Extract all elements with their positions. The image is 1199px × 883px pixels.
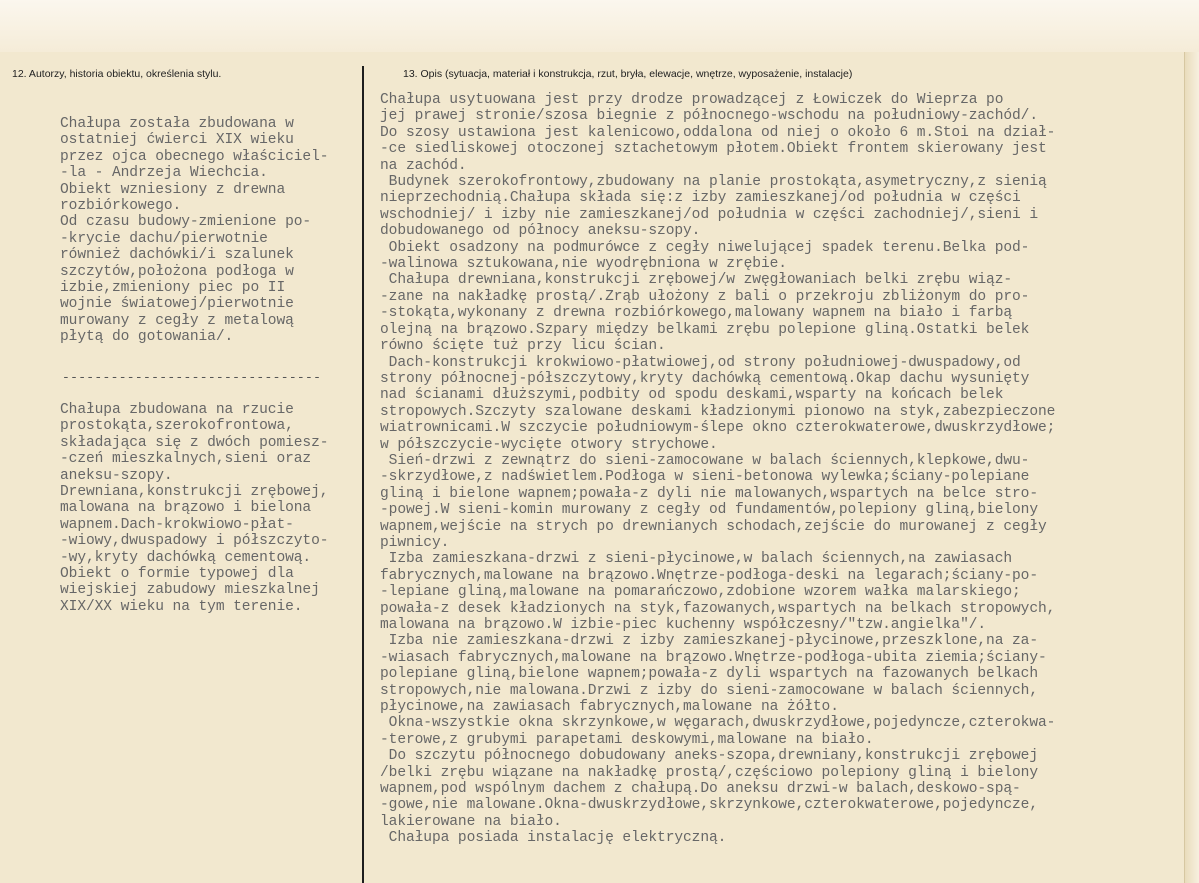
sheet-right-edge: [1184, 52, 1199, 883]
column-divider: [362, 66, 364, 883]
style-text: Chałupa zbudowana na rzucie prostokąta,szerokofrontowa, składająca się z dwóch pomiesz- -czeń mieszkalnych,sieni oraz aneksu-szopy. Drewniana,konstrukcji zrębowej, malowana na brązowo i bielona wapnem.Dach-krokwiowo-płat- -wiowy,dwuspadowy i półszczyto- -wy,kryty dachówką cementową. Obiekt o formie typowej dla wiejskiej zabudowy mieszkalnej XIX/XX wieku na tym terenie.: [60, 402, 329, 615]
section-12-header: 12. Autorzy, historia obiektu, określenia stylu.: [12, 68, 222, 80]
separator-line: --------------------------------: [62, 370, 322, 385]
history-text: Chałupa została zbudowana w ostatniej ćwierci XIX wieku przez ojca obecnego właściciel- -la - Andrzeja Wiechcia. Obiekt wzniesiony z drewna rozbiórkowego. Od czasu budowy-zmienione po- -krycie dachu/pierwotnie również dachówki/i szalunek szczytów,położona podłoga w izbie,zmieniony piec po II wojnie światowej/pierwotnie murowany z cegły z metalową płytą do gotowania/.: [60, 116, 329, 346]
page-top-edge: [0, 0, 1199, 53]
description-text: Chałupa usytuowana jest przy drodze prowadzącej z Łowiczek do Wieprza po jej prawej stronie/szosa biegnie z północnego-wschodu na południowy-zachód/. Do szosy ustawiona jest kalenicowo,oddalona od niej o około 6 m.Stoi na dział- -ce siedliskowej otoczonej sztachetowym płotem.Obiekt frontem skierowany jest na zachód. Budynek szerokofrontowy,zbudowany na planie prostokąta,asymetryczny,z sienią nieprzechodnią.Chałupa składa się:z izby zamieszkanej/od południa w części wschodniej/ i izby nie zamieszkanej/od południa w części zachodniej/,sieni i dobudowanego od północy aneksu-szopy. Obiekt osadzony na podmurówce z cegły niwelującej spadek terenu.Belka pod- -walinowa sztukowana,nie wyodrębniona w zrębie. Chałupa drewniana,konstrukcji zrębowej/w zwęgłowaniach belki zrębu wiąz- -zane na nakładkę prostą/.Zrąb ułożony z bali o przekroju zbliżonym do pro- -stokąta,wykonany z drewna rozbiórkowego,malowany wapnem na biało i farbą olejną na brązowo.Szpary między belkami zrębu polepione gliną.Ostatki belek równo ścięte tuż przy licu ścian. Dach-konstrukcji krokwiowo-płatwiowej,od strony południowej-dwuspadowy,od strony północnej-półszczytowy,kryty dachówką cementową.Okap dachu wysunięty nad ścianami dłuższymi,podbity od spodu deskami,wsparty na końcach belek stropowych.Szczyty szalowane deskami kładzionymi pionowo na styk,zabezpieczone wiatrownicami.W szczycie południowym-ślepe okno czterokwaterowe,dwuskrzydłowe; w półszczycie-wycięte otwory strychowe. Sień-drzwi z zewnątrz do sieni-zamocowane w balach ściennych,klepkowe,dwu- -skrzydłowe,z nadświetlem.Podłoga w sieni-betonowa wylewka;ściany-polepiane gliną i bielone wapnem;powała-z dyli nie malowanych,wspartych na belce stro- -powej.W sieni-komin murowany z cegły od fundamentów,polepiony gliną,bielony wapnem,wejście na strych po drewnianych schodach,zejście do murowanej z cegły piwnicy. Izba zamieszkana-drzwi z sieni-płycinowe,w balach ściennych,na zawiasach fabrycznych,malowane na brązowo.Wnętrze-podłoga-deski na legarach;ściany-po- -lepiane gliną,malowane na pomarańczowo,zdobione wzorem wałka malarskiego; powała-z desek kładzionych na styk,fazowanych,wspartych na belkach stropowych, malowana na brązowo.W izbie-piec kuchenny współczesny/"tzw.angielka"/. Izba nie zamieszkana-drzwi z izby zamieszkanej-płycinowe,przeszklone,na za- -wiasach fabrycznych,malowane na brązowo.Wnętrze-podłoga-ubita ziemia;ściany- polepiane gliną,bielone wapnem;powała-z dyli wspartych na fazowanych belkach stropowych,nie malowana.Drzwi z izby do sieni-zamocowane w balach ściennych, płycinowe,na zawiasach fabrycznych,malowane na żółto. Okna-wszystkie okna skrzynkowe,w węgarach,dwuskrzydłowe,pojedyncze,czterokwa- -terowe,z grubymi parapetami deskowymi,malowane na biało. Do szczytu północnego dobudowany aneks-szopa,drewniany,konstrukcji zrębowej /belki zrębu wiązane na nakładkę prostą/,częściowo polepiony gliną i bielony wapnem,pod wspólnym dachem z chałupą.Do aneksu drzwi-w balach,deskowo-spą- -gowe,nie malowane.Okna-dwuskrzydłowe,skrzynkowe,czterokwaterowe,pojedyncze, lakierowane na biało. Chałupa posiada instalację elektryczną.: [380, 92, 1056, 847]
section-13-header: 13. Opis (sytuacja, materiał i konstrukcja, rzut, bryła, elewacje, wnętrze, wyposażenie, instalacje): [403, 68, 853, 80]
